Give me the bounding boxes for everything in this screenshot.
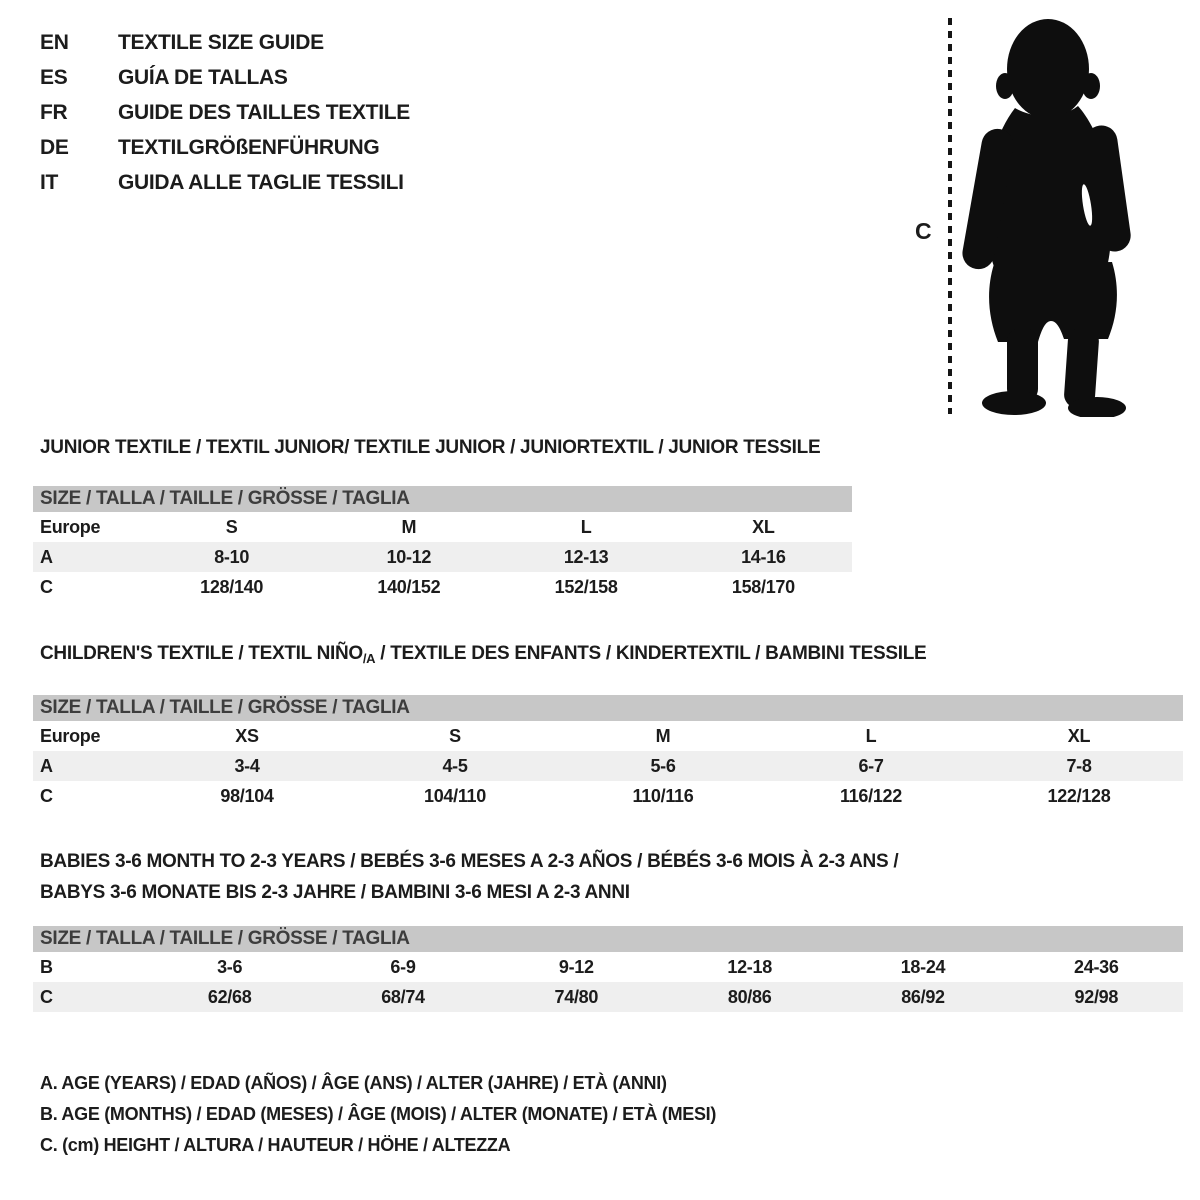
row-label: C [40,986,53,1007]
table-cell: XS [235,725,259,746]
legend-block [40,1068,716,1161]
language-code: ES [40,66,68,89]
row-label: C [40,576,53,597]
children-section-title [33,643,1183,670]
babies-size-table [33,926,1183,1012]
babies-section-title [33,846,1183,908]
babies-title-line2: BABYS 3-6 MONATE BIS 2-3 JAHRE / BAMBINI 3-6 MESI A 2-3 ANNI [40,882,630,903]
babies-row-c [33,982,1183,1012]
table-cell: S [225,516,238,537]
children-title-sub: /A [362,651,376,666]
language-row-it [40,172,410,194]
table-cell: M [401,516,417,537]
table-cell: 3-4 [234,755,260,776]
junior-textile-section [33,437,852,602]
children-size-table [33,695,1183,811]
table-cell: 140/152 [377,576,441,597]
size-header-bar: SIZE / TALLA / TAILLE / GRÖSSE / TAGLIA [33,926,1183,952]
table-cell: 62/68 [207,986,252,1007]
table-cell: 122/128 [1047,785,1111,806]
table-cell: 3-6 [217,956,243,977]
table-cell: 14-16 [741,546,786,567]
language-row-en [40,32,410,54]
language-row-fr [40,102,410,124]
junior-row-europe [33,512,852,542]
toddler-silhouette-icon [960,12,1142,417]
children-title-pre: CHILDREN'S TEXTILE / TEXTIL NIÑO [40,643,363,664]
table-cell: 158/170 [731,576,795,597]
babies-row-b [33,952,1183,982]
table-cell: 110/116 [632,785,694,806]
junior-row-c [33,572,852,602]
table-cell: 68/74 [381,986,425,1007]
language-code: IT [40,171,59,194]
table-cell: 116/122 [840,785,902,806]
language-label: GUÍA DE TALLAS [118,66,288,89]
table-cell: 24-36 [1074,956,1119,977]
legend-line-c: C. (cm) HEIGHT / ALTURA / HAUTEUR / HÖHE / ALTEZZA [40,1135,511,1155]
table-cell: 128/140 [200,576,264,597]
language-row-es [40,67,410,89]
measure-c-label: C [915,218,932,244]
table-cell: 10-12 [386,546,432,567]
children-title-post: / TEXTILE DES ENFANTS / KINDERTEXTIL / BAMBINI TESSILE [375,643,927,664]
babies-textile-section [33,846,1183,1012]
table-cell: XL [752,516,775,537]
table-cell: 12-13 [563,546,609,567]
legend-line-a: A. AGE (YEARS) / EDAD (AÑOS) / ÂGE (ANS) / ALTER (JAHRE) / ETÀ (ANNI) [40,1073,667,1093]
table-cell: L [580,516,592,537]
table-cell: 12-18 [727,956,772,977]
language-label: TEXTILE SIZE GUIDE [118,31,324,54]
table-cell: 6-9 [390,956,416,977]
table-cell: 9-12 [558,956,594,977]
table-cell: L [865,725,877,746]
row-label: A [40,755,53,776]
size-header-bar: SIZE / TALLA / TAILLE / GRÖSSE / TAGLIA [33,486,852,512]
row-label: Europe [40,725,101,746]
language-code: FR [40,101,68,124]
table-cell: 8-10 [214,546,250,567]
children-row-europe [33,721,1183,751]
table-cell: 80/86 [727,986,772,1007]
language-code: DE [40,136,69,159]
children-textile-section [33,643,1183,811]
baby-height-figure [905,12,1155,417]
table-cell: XL [1067,725,1091,746]
language-label: GUIDA ALLE TAGLIE TESSILI [118,171,404,194]
language-row-de [40,137,410,159]
language-label: GUIDE DES TAILLES TEXTILE [118,101,410,124]
table-cell: 86/92 [901,986,945,1007]
table-cell: 4-5 [442,755,468,776]
table-cell: 74/80 [554,986,599,1007]
table-cell: 6-7 [858,755,884,776]
size-header-bar: SIZE / TALLA / TAILLE / GRÖSSE / TAGLIA [33,695,1183,721]
table-cell: 98/104 [220,785,274,806]
junior-row-a [33,542,852,572]
row-label: Europe [40,516,101,537]
language-title-block [40,32,410,194]
table-cell: 7-8 [1066,755,1092,776]
table-cell: 18-24 [900,956,946,977]
row-label: C [40,785,53,806]
legend-line-b: B. AGE (MONTHS) / EDAD (MESES) / ÂGE (MOIS) / ALTER (MONATE) / ETÀ (MESI) [40,1104,717,1124]
junior-size-table [33,486,852,602]
height-dashed-line [948,18,952,414]
language-label: TEXTILGRÖßENFÜHRUNG [118,136,380,159]
junior-section-title: JUNIOR TEXTILE / TEXTIL JUNIOR/ TEXTILE JUNIOR / JUNIORTEXTIL / JUNIOR TESSILE [40,437,821,458]
table-cell: S [449,725,461,746]
table-cell: M [655,725,671,746]
table-cell: 5-6 [650,755,676,776]
table-cell: 104/110 [424,785,486,806]
children-row-a [33,751,1183,781]
babies-title-line1: BABIES 3-6 MONTH TO 2-3 YEARS / BEBÉS 3-6 MESES A 2-3 AÑOS / BÉBÉS 3-6 MOIS À 2-3 ANS / [40,851,899,872]
row-label: A [40,546,53,567]
row-label: B [40,956,53,977]
children-row-c [33,781,1183,811]
table-cell: 92/98 [1074,986,1119,1007]
language-code: EN [40,31,69,54]
table-cell: 152/158 [554,576,618,597]
